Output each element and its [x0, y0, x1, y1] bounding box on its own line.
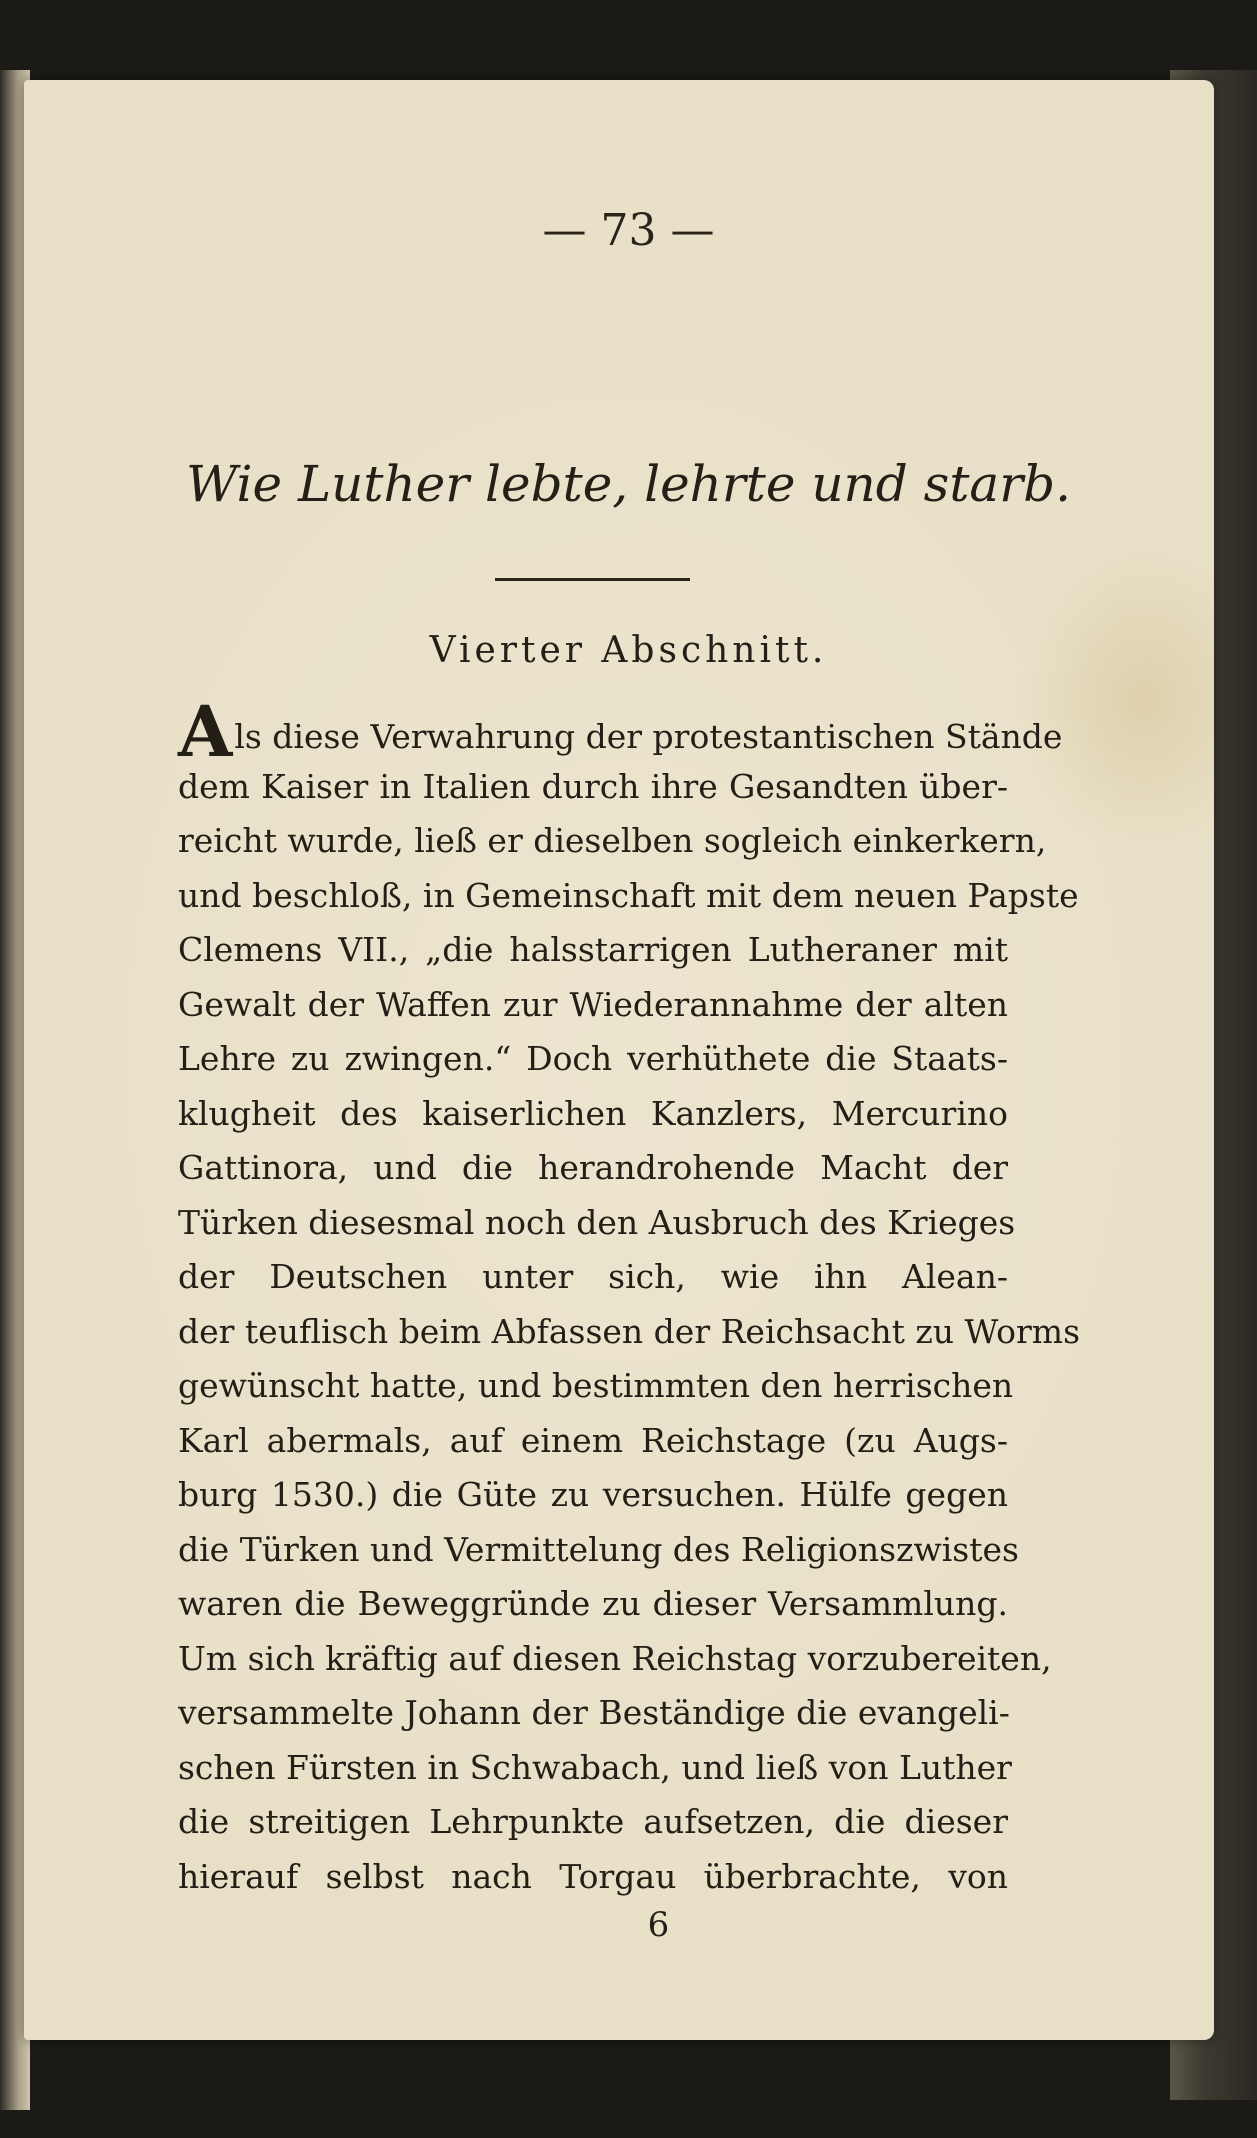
text-line: gewünscht hatte, und bestimmten den herrischen: [178, 1366, 1014, 1405]
text-line: versammelte Johann der Beständige die evangeli-: [178, 1693, 1010, 1732]
signature-mark: 6: [647, 1905, 670, 1945]
text-line: burg 1530.) die Güte zu versuchen. Hülfe gegen: [178, 1475, 1008, 1514]
text-line: waren die Beweggründe zu dieser Versammlung.: [178, 1584, 1008, 1623]
chapter-title: Wie Luther lebte, lehrte und starb.: [185, 455, 1072, 513]
text-line: die Türken und Vermittelung des Religionszwistes: [178, 1529, 1019, 1569]
text-line: Gewalt der Waffen zur Wiederannahme der alten: [178, 984, 1008, 1024]
text-line: der Deutschen unter sich, wie ihn Alean-: [178, 1257, 1008, 1296]
text-line: klugheit des kaiserlichen Kanzlers, Mercurino: [178, 1093, 1008, 1133]
text-line: Gattinora, und die herandrohende Macht der: [178, 1148, 1008, 1187]
text-line: Als diese Verwahrung der protestantischen Stände: [178, 690, 1063, 773]
text-line: dem Kaiser in Italien durch ihre Gesandten über-: [178, 766, 1008, 806]
text-line: und beschloß, in Gemeinschaft mit dem neuen Papste: [178, 875, 1079, 915]
text-line: Karl abermals, auf einem Reichstage (zu Augs-: [178, 1420, 1008, 1460]
text-line: Lehre zu zwingen.“ Doch verhüthete die Staats-: [178, 1039, 1008, 1078]
page-number: — 73 —: [542, 205, 715, 256]
text-line: schen Fürsten in Schwabach, und ließ von Luther: [178, 1747, 1012, 1787]
text-line: der teuflisch beim Abfassen der Reichsacht zu Worms: [178, 1311, 1081, 1351]
text-line: Clemens VII., „die halsstarrigen Lutheraner mit: [178, 930, 1008, 969]
text-line: die streitigen Lehrpunkte aufsetzen, die dieser: [178, 1802, 1008, 1841]
text-line: Türken diesesmal noch den Ausbruch des Krieges: [178, 1202, 1016, 1242]
text-line: reicht wurde, ließ er dieselben sogleich einkerkern,: [178, 821, 1047, 860]
section-heading: Vierter Abschnitt.: [429, 630, 828, 671]
text-line: Um sich kräftig auf diesen Reichstag vorzubereiten,: [178, 1638, 1052, 1678]
text-line: hierauf selbst nach Torgau überbrachte, von: [178, 1856, 1008, 1896]
body-text: [178, 690, 1081, 1904]
title-divider: [495, 578, 690, 581]
drop-cap: A: [178, 690, 233, 773]
